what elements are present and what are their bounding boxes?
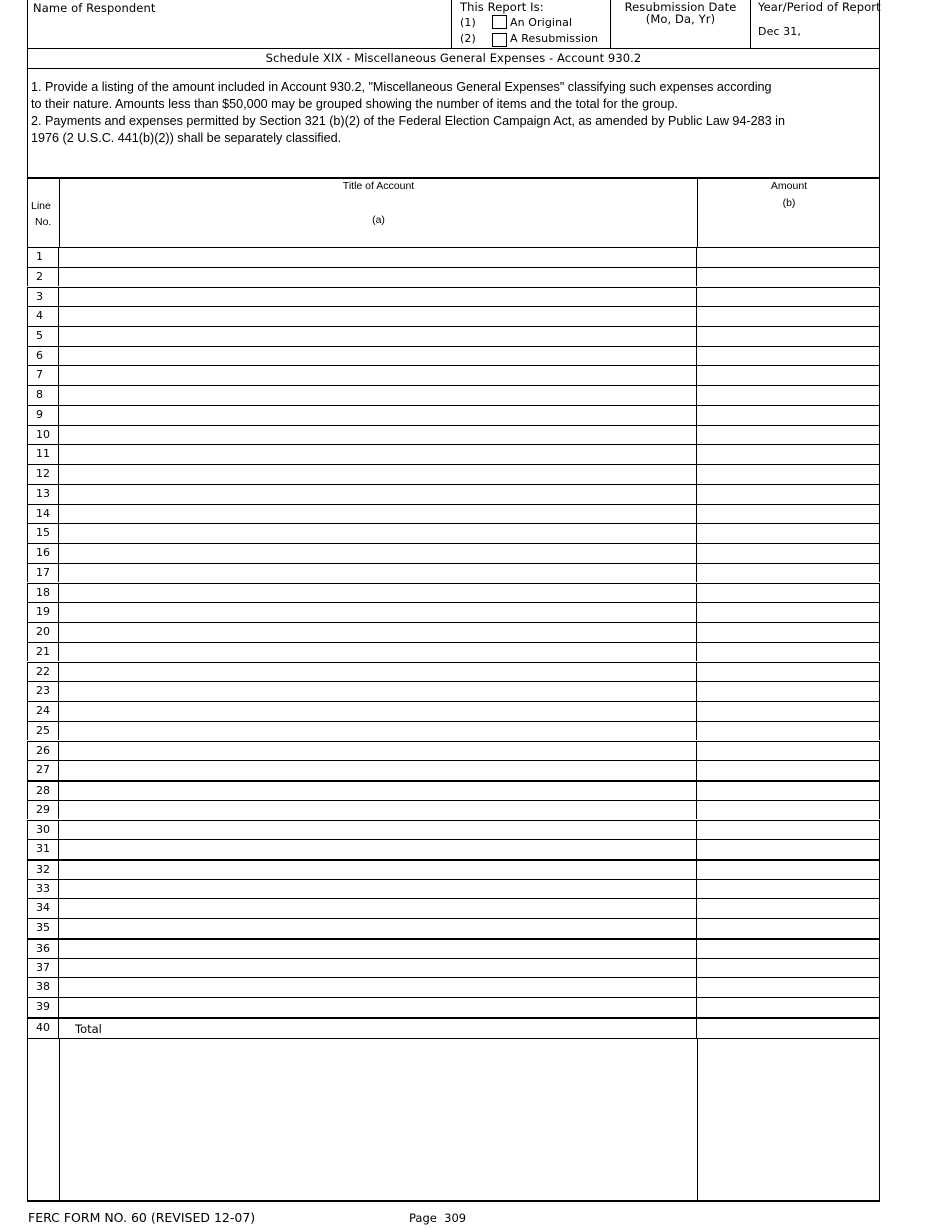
resubmission-date-label: Resubmission Date xyxy=(624,0,737,14)
line-number: 30 xyxy=(27,821,59,840)
line-number: 24 xyxy=(27,702,59,721)
schedule-title-text: Schedule XIX - Miscellaneous General Expenses - Account 930.2 xyxy=(265,51,642,65)
line-number: 12 xyxy=(27,465,59,484)
amount-cell[interactable] xyxy=(697,998,880,1017)
amount-cell[interactable] xyxy=(697,919,880,938)
table-row xyxy=(27,918,880,938)
title-column-letter: (a) xyxy=(372,214,385,226)
line-number: 38 xyxy=(27,978,59,997)
amount-cell[interactable] xyxy=(697,742,880,761)
respondent-label: Name of Respondent xyxy=(33,1,156,15)
title-of-account-cell[interactable] xyxy=(59,782,697,800)
amount-cell[interactable] xyxy=(697,821,880,840)
title-of-account-cell[interactable] xyxy=(59,505,697,524)
table-row xyxy=(27,760,880,780)
line-number: 29 xyxy=(27,801,59,820)
table-row xyxy=(27,800,880,820)
table-row xyxy=(27,563,880,583)
title-of-account-cell[interactable] xyxy=(59,623,697,642)
line-number: 31 xyxy=(27,840,59,859)
table-row xyxy=(27,642,880,662)
year-period-label: Year/Period of Report xyxy=(758,0,881,14)
title-of-account-cell[interactable] xyxy=(59,347,697,366)
amount-cell[interactable] xyxy=(697,406,880,425)
amount-label: Amount xyxy=(770,180,808,192)
line-number: 40 xyxy=(27,1019,59,1038)
column-header-title xyxy=(60,179,698,248)
line-number: 36 xyxy=(27,940,59,958)
table-row xyxy=(27,977,880,997)
amount-cell[interactable] xyxy=(697,505,880,524)
table-row xyxy=(27,859,880,879)
year-period-field[interactable] xyxy=(750,0,879,48)
line-number: 18 xyxy=(27,584,59,603)
amount-cell[interactable] xyxy=(697,386,880,405)
table-row xyxy=(27,405,880,425)
resubmission-checkbox[interactable] xyxy=(492,33,507,47)
total-row xyxy=(27,1017,880,1038)
table-row xyxy=(27,326,880,346)
amount-cell[interactable] xyxy=(697,426,880,445)
table-row xyxy=(27,938,880,958)
amount-cell[interactable] xyxy=(697,288,880,307)
line-number: 3 xyxy=(27,288,59,307)
option2-number: (2) xyxy=(460,32,476,45)
title-of-account-cell[interactable] xyxy=(59,426,697,445)
table-row xyxy=(27,287,880,307)
line-number: 22 xyxy=(27,663,59,682)
title-of-account-cell[interactable] xyxy=(59,880,697,899)
line-number: 2 xyxy=(27,268,59,287)
title-of-account-cell[interactable] xyxy=(59,445,697,464)
line-number: 23 xyxy=(27,682,59,701)
title-of-account-cell[interactable] xyxy=(59,761,697,780)
title-of-account-cell[interactable] xyxy=(59,682,697,701)
resubmission-date-field[interactable] xyxy=(610,0,750,48)
line-number: 13 xyxy=(27,485,59,504)
table-row xyxy=(27,484,880,504)
title-of-account-cell[interactable] xyxy=(59,840,697,859)
instructions xyxy=(27,68,880,178)
line-number: 21 xyxy=(27,643,59,662)
amount-cell[interactable] xyxy=(697,268,880,287)
amount-cell[interactable] xyxy=(697,782,880,800)
line-number: 33 xyxy=(27,880,59,899)
title-of-account-cell[interactable] xyxy=(59,564,697,583)
title-of-account-cell[interactable] xyxy=(59,821,697,840)
amount-cell[interactable] xyxy=(697,978,880,997)
table-row xyxy=(27,425,880,445)
line-number: 9 xyxy=(27,406,59,425)
table-row xyxy=(27,681,880,701)
table-header xyxy=(27,177,880,248)
table-row xyxy=(27,958,880,978)
instruction-2a: 2. Payments and expenses permitted by Section 321 (b)(2) of the Federal Election Campaign Act, as amended by Public Law 94-283 in xyxy=(31,114,785,128)
instruction-1a: 1. Provide a listing of the amount included in Account 930.2, "Miscellaneous General Expenses" classifying such expenses according xyxy=(31,80,772,94)
title-of-account-cell[interactable] xyxy=(59,940,697,958)
line-number: 26 xyxy=(27,742,59,761)
table-row xyxy=(27,701,880,721)
title-of-account-cell[interactable] xyxy=(59,465,697,484)
title-of-account-cell[interactable] xyxy=(59,524,697,543)
original-checkbox[interactable] xyxy=(492,15,507,29)
line-number: 34 xyxy=(27,899,59,918)
table-row xyxy=(27,464,880,484)
page-label: Page xyxy=(409,1211,437,1225)
resubmission-date-sublabel: (Mo, Da, Yr) xyxy=(645,12,716,26)
amount-cell[interactable] xyxy=(697,366,880,385)
title-of-account-cell[interactable] xyxy=(59,544,697,563)
amount-cell[interactable] xyxy=(697,840,880,859)
table-row xyxy=(27,602,880,622)
line-number: 32 xyxy=(27,861,59,879)
title-of-account-cell[interactable] xyxy=(59,327,697,346)
amount-cell[interactable] xyxy=(697,485,880,504)
line-number: 10 xyxy=(27,426,59,445)
table-row xyxy=(27,444,880,464)
amount-column-letter: (b) xyxy=(782,197,796,209)
schedule-title xyxy=(27,48,880,69)
form-number: FERC FORM NO. 60 (REVISED 12-07) xyxy=(28,1210,256,1225)
table-row xyxy=(27,523,880,543)
total-label: Total xyxy=(59,1019,697,1038)
table-row xyxy=(27,662,880,682)
amount-cell[interactable] xyxy=(697,1019,880,1038)
line-number: 28 xyxy=(27,782,59,800)
table-row xyxy=(27,306,880,326)
title-of-account-cell[interactable] xyxy=(59,919,697,938)
amount-cell[interactable] xyxy=(697,347,880,366)
amount-cell[interactable] xyxy=(697,544,880,563)
title-of-account-cell[interactable] xyxy=(59,959,697,978)
line-number: 37 xyxy=(27,959,59,978)
table-row xyxy=(27,839,880,859)
title-of-account-cell[interactable] xyxy=(59,998,697,1017)
table-row xyxy=(27,543,880,563)
title-of-account-cell[interactable] xyxy=(59,307,697,326)
column-header-amount xyxy=(698,179,880,248)
instruction-1b: to their nature. Amounts less than $50,000 may be grouped showing the number of items and the total for the group. xyxy=(31,97,678,111)
amount-cell[interactable] xyxy=(697,248,880,267)
table-row xyxy=(27,267,880,287)
amount-cell[interactable] xyxy=(697,940,880,958)
amount-cell[interactable] xyxy=(697,880,880,899)
table-blank-area xyxy=(27,1038,880,1202)
line-number: 7 xyxy=(27,366,59,385)
line-no-label-1: Line xyxy=(31,200,51,212)
table-row xyxy=(27,385,880,405)
title-of-account-cell[interactable] xyxy=(59,584,697,603)
year-period-value: Dec 31, xyxy=(758,25,801,38)
line-number: 6 xyxy=(27,347,59,366)
amount-cell[interactable] xyxy=(697,643,880,662)
table-row xyxy=(27,879,880,899)
table-row xyxy=(27,622,880,642)
table-row xyxy=(27,780,880,800)
blank-divider-1 xyxy=(59,1039,60,1200)
title-of-account-cell[interactable] xyxy=(59,702,697,721)
column-header-line-no xyxy=(28,179,60,248)
title-of-account-cell[interactable] xyxy=(59,978,697,997)
report-is-label: This Report Is: xyxy=(460,0,544,14)
line-number: 8 xyxy=(27,386,59,405)
title-of-account-cell[interactable] xyxy=(59,288,697,307)
table-row xyxy=(27,721,880,741)
table-row xyxy=(27,346,880,366)
title-of-account-cell[interactable] xyxy=(59,861,697,879)
amount-cell[interactable] xyxy=(697,801,880,820)
page-number: 309 xyxy=(444,1211,467,1225)
table-row xyxy=(27,997,880,1017)
title-of-account-cell[interactable] xyxy=(59,899,697,918)
line-number: 25 xyxy=(27,722,59,741)
line-number: 4 xyxy=(27,307,59,326)
amount-cell[interactable] xyxy=(697,524,880,543)
amount-cell[interactable] xyxy=(697,603,880,622)
title-of-account-cell[interactable] xyxy=(59,603,697,622)
amount-cell[interactable] xyxy=(697,899,880,918)
blank-divider-2 xyxy=(697,1039,698,1200)
amount-cell[interactable] xyxy=(697,682,880,701)
amount-cell[interactable] xyxy=(697,663,880,682)
amount-cell[interactable] xyxy=(697,465,880,484)
form-label xyxy=(28,1210,255,1225)
page-indicator xyxy=(409,1211,466,1225)
line-number: 19 xyxy=(27,603,59,622)
table-row xyxy=(27,365,880,385)
table-row xyxy=(27,247,880,267)
table-row xyxy=(27,898,880,918)
amount-cell[interactable] xyxy=(697,722,880,741)
instruction-2b: 1976 (2 U.S.C. 441(b)(2)) shall be separately classified. xyxy=(31,131,342,145)
amount-cell[interactable] xyxy=(697,761,880,780)
table-row xyxy=(27,820,880,840)
amount-cell[interactable] xyxy=(697,307,880,326)
amount-cell[interactable] xyxy=(697,702,880,721)
amount-cell[interactable] xyxy=(697,445,880,464)
title-of-account-label: Title of Account xyxy=(342,180,415,192)
title-of-account-cell[interactable] xyxy=(59,722,697,741)
title-of-account-cell[interactable] xyxy=(59,268,697,287)
amount-cell[interactable] xyxy=(697,327,880,346)
line-number: 16 xyxy=(27,544,59,563)
amount-cell[interactable] xyxy=(697,861,880,879)
line-number: 11 xyxy=(27,445,59,464)
option1-number: (1) xyxy=(460,16,476,29)
respondent-field[interactable] xyxy=(27,0,451,48)
line-number: 20 xyxy=(27,623,59,642)
option1-label: An Original xyxy=(510,16,573,29)
title-of-account-cell[interactable] xyxy=(59,248,697,267)
line-no-label-2: No. xyxy=(35,216,52,228)
line-number: 15 xyxy=(27,524,59,543)
title-of-account-cell[interactable] xyxy=(59,485,697,504)
table-row xyxy=(27,504,880,524)
title-of-account-cell[interactable] xyxy=(59,366,697,385)
table-row xyxy=(27,741,880,761)
amount-cell[interactable] xyxy=(697,623,880,642)
title-of-account-cell[interactable] xyxy=(59,406,697,425)
line-number: 14 xyxy=(27,505,59,524)
title-of-account-cell[interactable] xyxy=(59,742,697,761)
title-of-account-cell[interactable] xyxy=(59,643,697,662)
line-number: 27 xyxy=(27,761,59,780)
line-number: 35 xyxy=(27,919,59,938)
table-row xyxy=(27,583,880,603)
line-number: 5 xyxy=(27,327,59,346)
title-of-account-cell[interactable] xyxy=(59,801,697,820)
title-of-account-cell[interactable] xyxy=(59,386,697,405)
line-number: 17 xyxy=(27,564,59,583)
amount-cell[interactable] xyxy=(697,564,880,583)
line-number: 39 xyxy=(27,998,59,1017)
report-type-field xyxy=(451,0,610,48)
line-number: 1 xyxy=(27,248,59,267)
title-of-account-cell[interactable] xyxy=(59,663,697,682)
option2-label: A Resubmission xyxy=(510,32,599,45)
amount-cell[interactable] xyxy=(697,584,880,603)
amount-cell[interactable] xyxy=(697,959,880,978)
